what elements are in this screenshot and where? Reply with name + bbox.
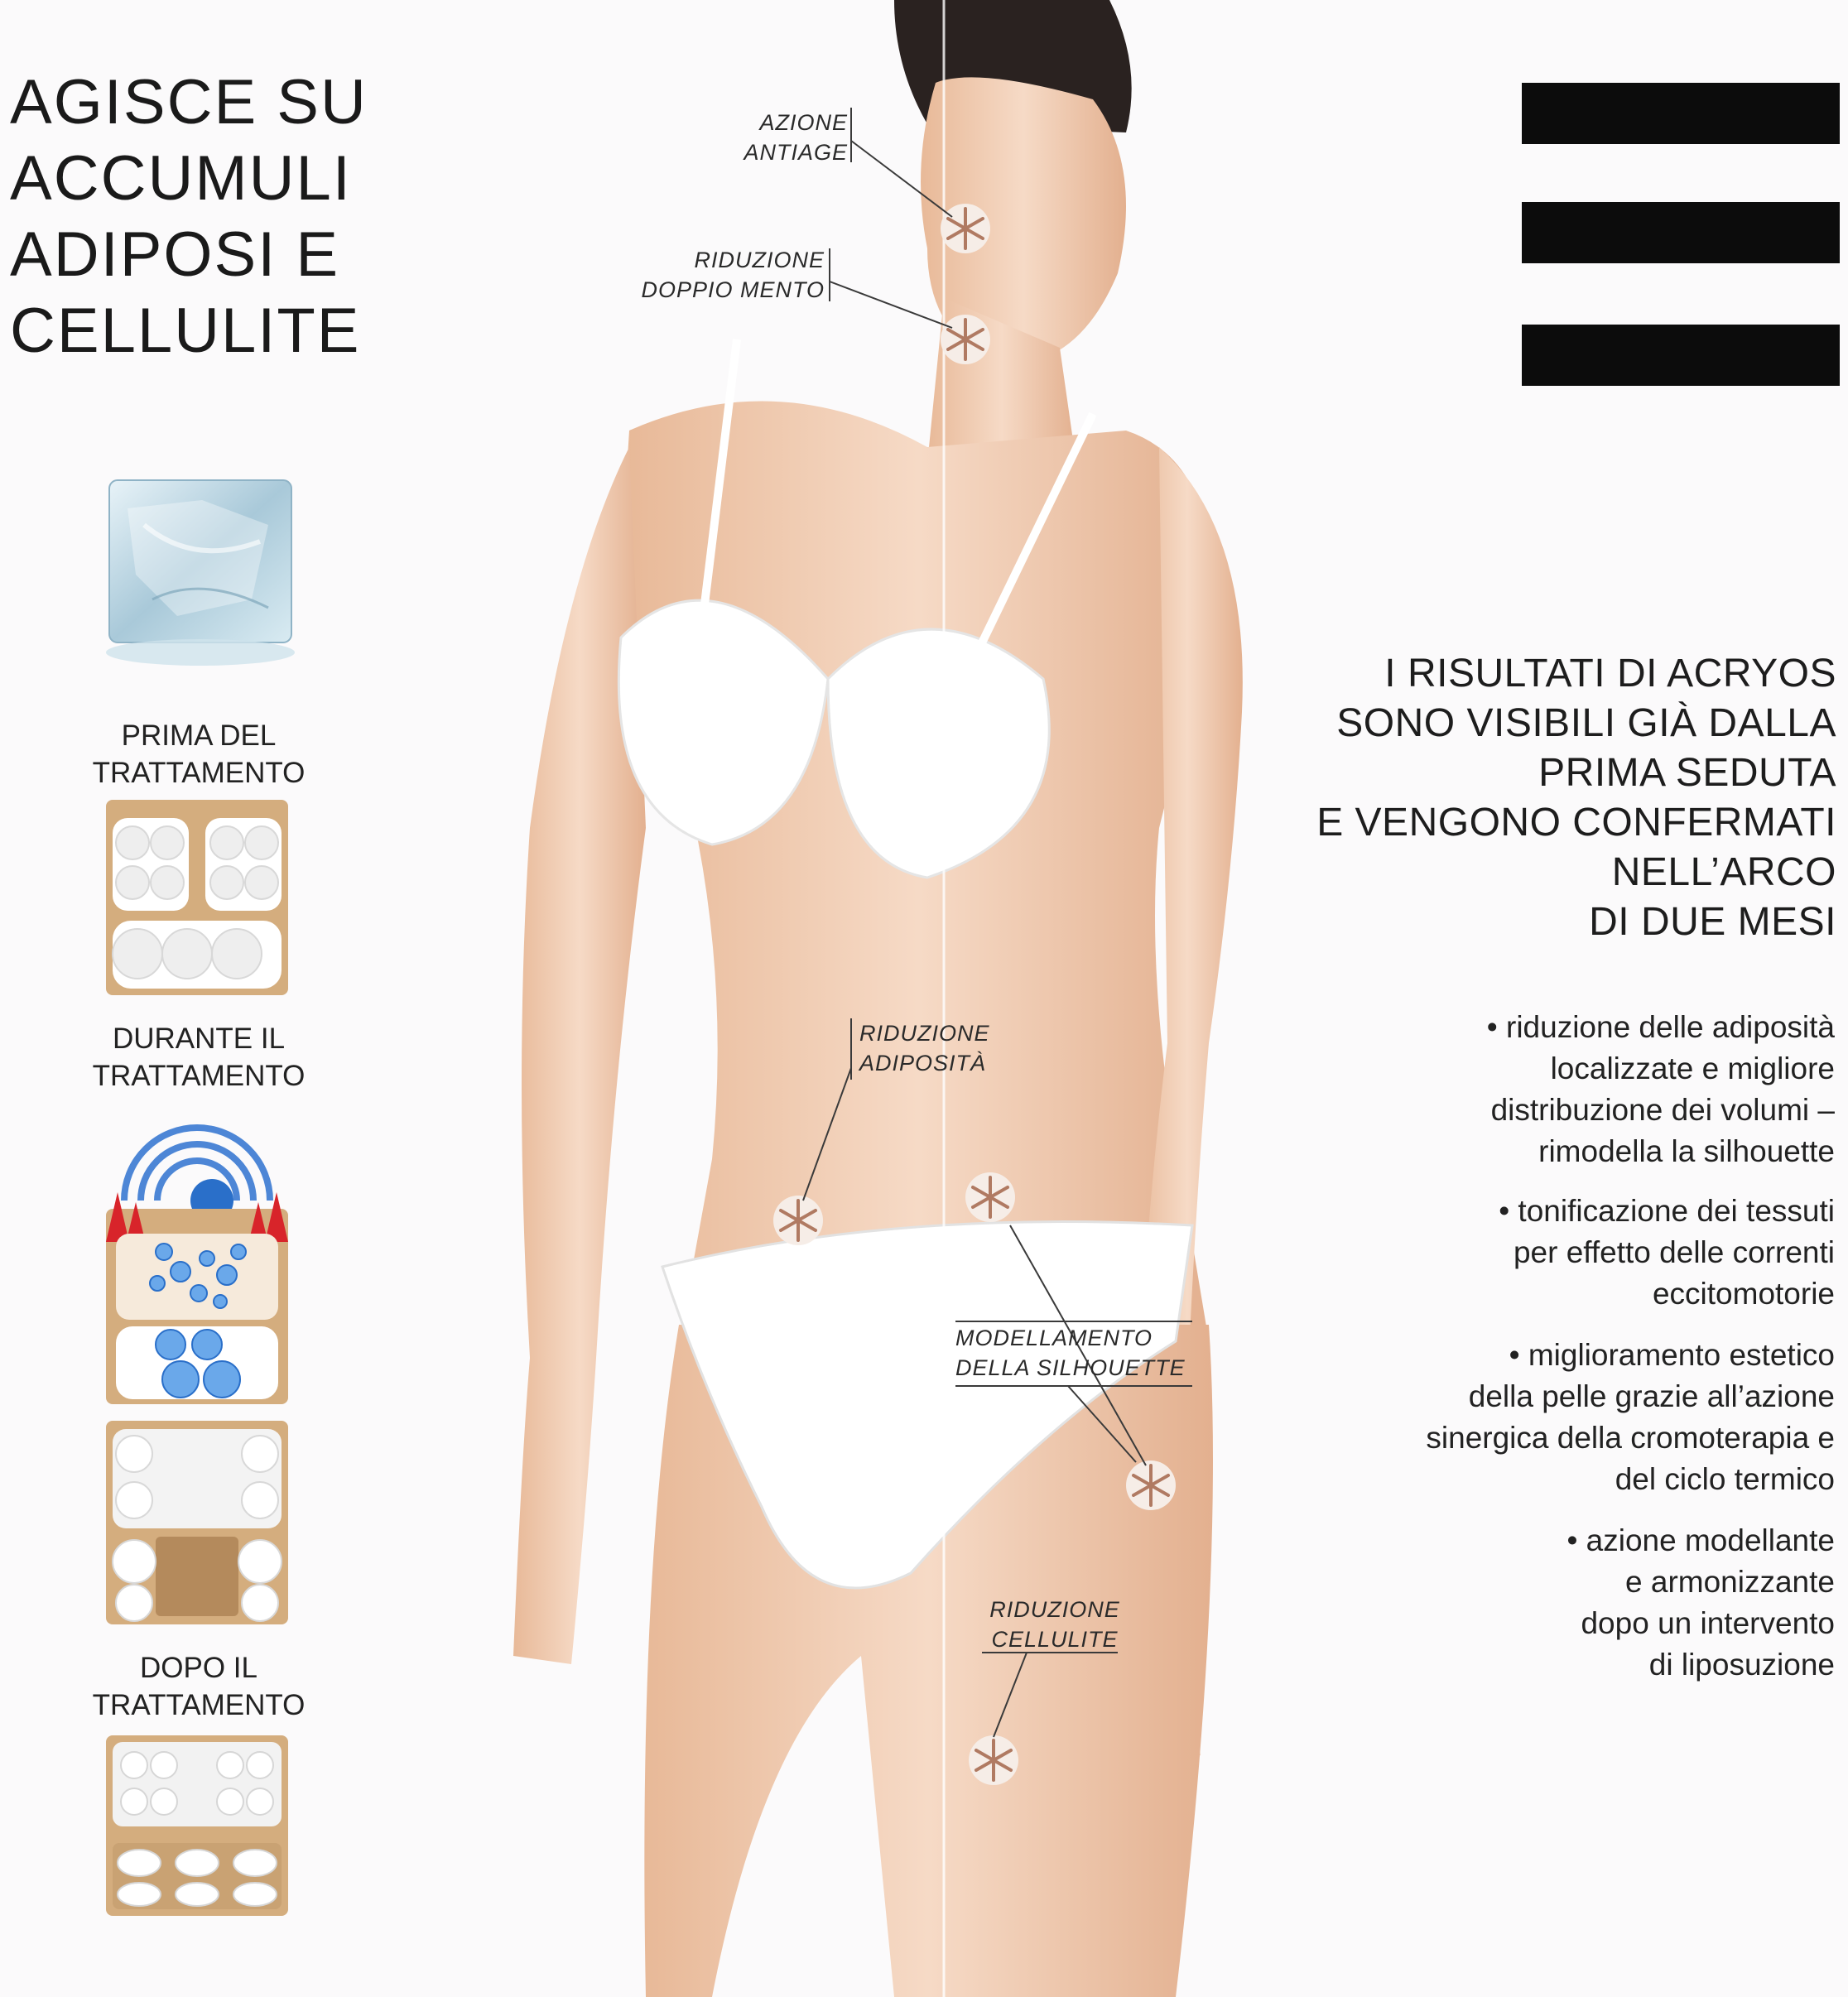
benefit-item: [1292, 1335, 1835, 1500]
stage-before-label: [58, 717, 339, 792]
benefit-line: del ciclo termico: [1615, 1462, 1835, 1496]
tissue-before-diagram: [106, 800, 288, 995]
annotation-antiage: [729, 108, 848, 167]
ice-cube-icon: [103, 475, 298, 671]
headline-line: ACCUMULI: [10, 143, 352, 214]
stage-label-line: TRATTAMENTO: [92, 1689, 306, 1721]
snowflake-icon: [967, 1734, 1020, 1787]
annotation-line: ADIPOSITÀ: [859, 1051, 987, 1075]
stage-label-line: DOPO IL: [140, 1652, 257, 1684]
results-line: NELL’ARCO: [1611, 850, 1836, 894]
annotation-line: DOPPIO MENTO: [641, 277, 825, 302]
results-line: I RISULTATI DI ACRYOS: [1384, 652, 1836, 695]
stage-during-label: [58, 1020, 339, 1095]
benefit-line: di liposuzione: [1648, 1648, 1835, 1682]
benefit-item: [1292, 1007, 1835, 1172]
snowflake-icon: [772, 1194, 825, 1247]
benefit-item: [1292, 1520, 1835, 1686]
snowflake-icon: [1124, 1459, 1177, 1512]
annotation-line: CELLULITE: [991, 1627, 1119, 1652]
benefit-line: • miglioramento estetico: [1509, 1338, 1835, 1372]
benefit-line: • tonificazione dei tessuti: [1499, 1194, 1835, 1228]
annotation-line: AZIONE: [759, 110, 848, 135]
results-line: E VENGONO CONFERMATI: [1316, 801, 1836, 845]
results-heading: [1275, 649, 1836, 947]
benefit-item: [1292, 1191, 1835, 1315]
annotation-chin: [596, 245, 825, 305]
benefit-line: distribuzione dei volumi –: [1490, 1093, 1835, 1127]
annotation-line: DELLA SILHOUETTE: [955, 1355, 1186, 1380]
results-line: DI DUE MESI: [1589, 900, 1836, 944]
headline-line: CELLULITE: [10, 296, 361, 366]
benefit-line: per effetto delle correnti: [1513, 1235, 1835, 1269]
benefit-line: della pelle grazie all’azione: [1468, 1379, 1835, 1413]
stage-label-line: TRATTAMENTO: [92, 1060, 306, 1092]
headline-line: ADIPOSI E: [10, 219, 340, 290]
stage-label-line: DURANTE IL: [112, 1023, 286, 1055]
black-bar: [1522, 202, 1840, 263]
stage-label-line: PRIMA DEL: [121, 719, 277, 752]
annotation-adiposity: [859, 1018, 1025, 1078]
stage-after-label: [58, 1649, 339, 1724]
snowflake-icon: [939, 202, 992, 255]
model-figure: [464, 0, 1250, 1997]
benefit-line: sinergica della cromoterapia e: [1426, 1421, 1835, 1455]
stage-label-line: TRATTAMENTO: [92, 757, 306, 789]
annotation-line: RIDUZIONE: [694, 248, 825, 272]
annotation-line: ANTIAGE: [744, 140, 848, 165]
benefit-line: • riduzione delle adiposità: [1486, 1010, 1835, 1044]
benefit-line: • azione modellante: [1566, 1523, 1835, 1557]
results-line: PRIMA SEDUTA: [1538, 751, 1836, 795]
headline-line: AGISCE SU: [10, 67, 368, 137]
benefit-line: localizzate e migliore: [1550, 1051, 1835, 1085]
snowflake-icon: [964, 1171, 1017, 1224]
benefit-line: dopo un intervento: [1581, 1606, 1835, 1640]
results-line: SONO VISIBILI GIÀ DALLA: [1336, 701, 1836, 745]
tissue-after-diagram: [106, 1735, 288, 1916]
snowflake-icon: [939, 313, 992, 366]
annotation-silhouette: [955, 1323, 1204, 1383]
benefit-line: eccitomotorie: [1652, 1277, 1835, 1311]
tissue-during-diagram: [99, 1109, 295, 1408]
annotation-line: RIDUZIONE: [859, 1021, 990, 1046]
benefit-line: rimodella la silhouette: [1538, 1134, 1835, 1168]
benefit-line: e armonizzante: [1625, 1565, 1835, 1599]
annotation-line: MODELLAMENTO: [955, 1326, 1153, 1350]
headline: [10, 65, 440, 369]
black-bar: [1522, 83, 1840, 144]
black-bar: [1522, 325, 1840, 386]
annotation-line: RIDUZIONE: [989, 1597, 1120, 1622]
annotation-cellulite: [982, 1595, 1128, 1654]
tissue-transition-diagram: [106, 1421, 288, 1624]
